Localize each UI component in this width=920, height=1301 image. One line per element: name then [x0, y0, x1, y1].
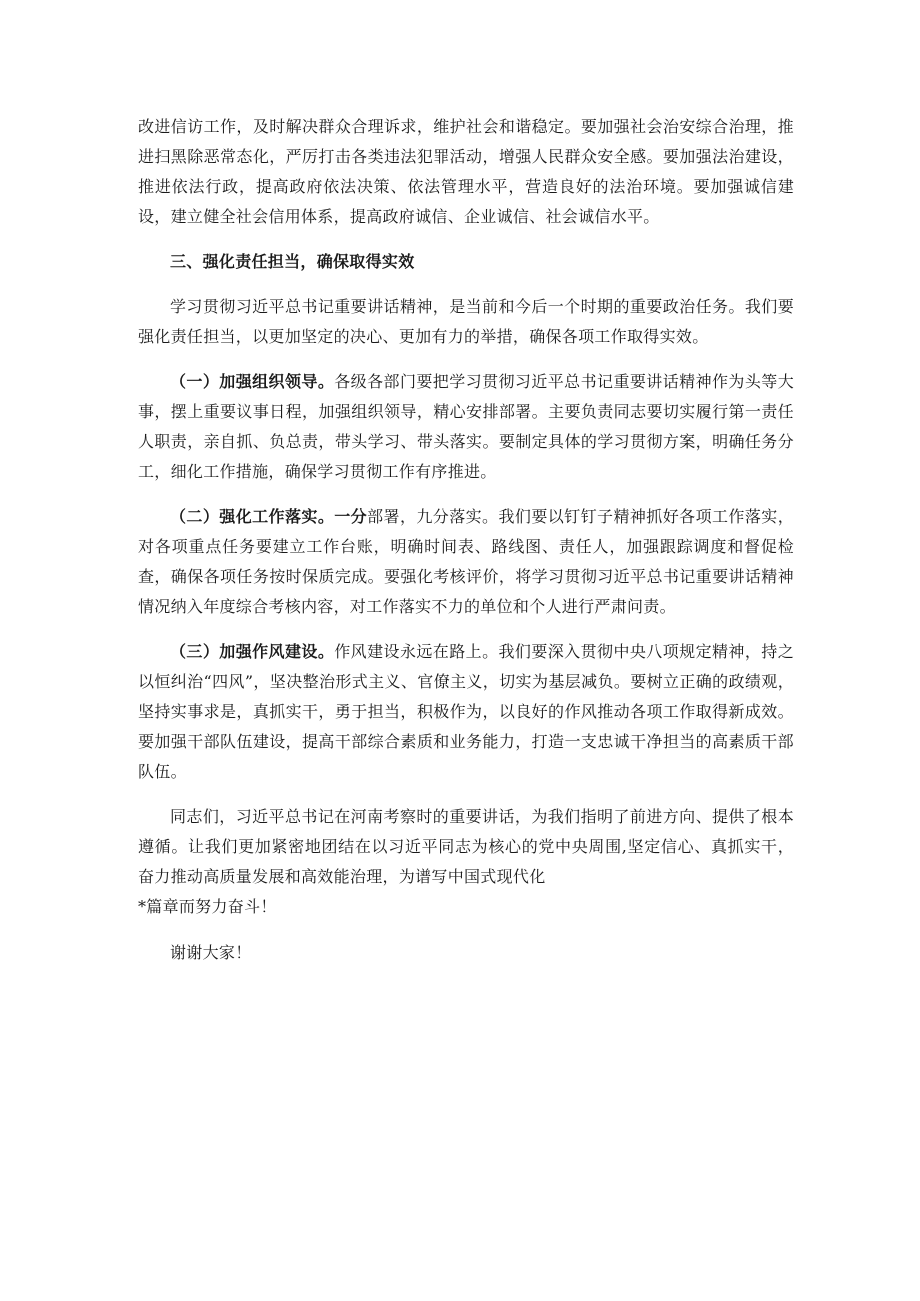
paragraph-closing: 同志们，习近平总书记在河南考察时的重要讲话，为我们指明了前进方向、提供了根本遵循。让我们更加紧密地团结在以习近平同志为核心的党中央周围,坚定信心、真抓实干，奋力推动高质量发展和高效能治理，为谱写中国式现代化 [138, 807, 794, 886]
item-1-lead: （一）加强组织领导。 [170, 372, 335, 391]
item-1-text: 各级各部门要把学习贯彻习近平总书记重要讲话精神作为头等大事，摆上重要议事日程，加强组织领导，精心安排部署。主要负责同志要切实履行第一责任人职责，亲自抓、负总责，带头学习、带头落实。要制定具体的学习贯彻方案，明确任务分工，细化工作措施，确保学习贯彻工作有序推进。 [138, 372, 794, 481]
paragraph-intro: 改进信访工作，及时解决群众合理诉求，维护社会和谐稳定。要加强社会治安综合治理，推进扫黑除恶常态化，严厉打击各类违法犯罪活动，增强人民群众安全感。要加强法治建设，推进依法行政，提高政府依法决策、依法管理水平，营造良好的法治环境。要加强诚信建设，建立健全社会信用体系，提高政府诚信、企业诚信、社会诚信水平。 [138, 117, 794, 226]
item-2-lead: （二）强化工作落实。一分 [170, 507, 368, 526]
item-2-text: 部署，九分落实。我们要以钉钉子精神抓好各项工作落实，对各项重点任务要建立工作台账，明确时间表、路线图、责任人，加强跟踪调度和督促检查，确保各项任务按时保质完成。要强化考核评价，将学习贯彻习近平总书记重要讲话精神情况纳入年度综合考核内容，对工作落实不力的单位和个人进行严肃问责。 [138, 507, 794, 616]
paragraph-thanks: 谢谢大家！ [170, 943, 252, 962]
item-3-lead: （三）加强作风建设。 [170, 642, 335, 661]
item-3-text: 作风建设永远在路上。我们要深入贯彻中央八项规定精神，持之以恒纠治“四风”，坚决整治形式主义、官僚主义，切实为基层减负。要树立正确的政绩观，坚持实事求是，真抓实干，勇于担当，积极作为，以良好的作风推动各项工作取得新成效。要加强干部队伍建设，提高干部综合素质和业务能力，打造一支忠诚干净担当的高素质干部队伍。 [138, 642, 794, 781]
document-page [138, 112, 794, 968]
paragraph-closing-tail: *篇章而努力奋斗！ [138, 897, 277, 916]
paragraph-item-3 [138, 637, 794, 787]
paragraph-item-2 [138, 502, 794, 622]
paragraph-item-1 [138, 367, 794, 487]
section-heading-3: 三、强化责任担当，确保取得实效 [170, 252, 415, 271]
paragraph-section-3: 学习贯彻习近平总书记重要讲话精神，是当前和今后一个时期的重要政治任务。我们要强化责任担当，以更加坚定的决心、更加有力的举措，确保各项工作取得实效。 [138, 297, 794, 346]
